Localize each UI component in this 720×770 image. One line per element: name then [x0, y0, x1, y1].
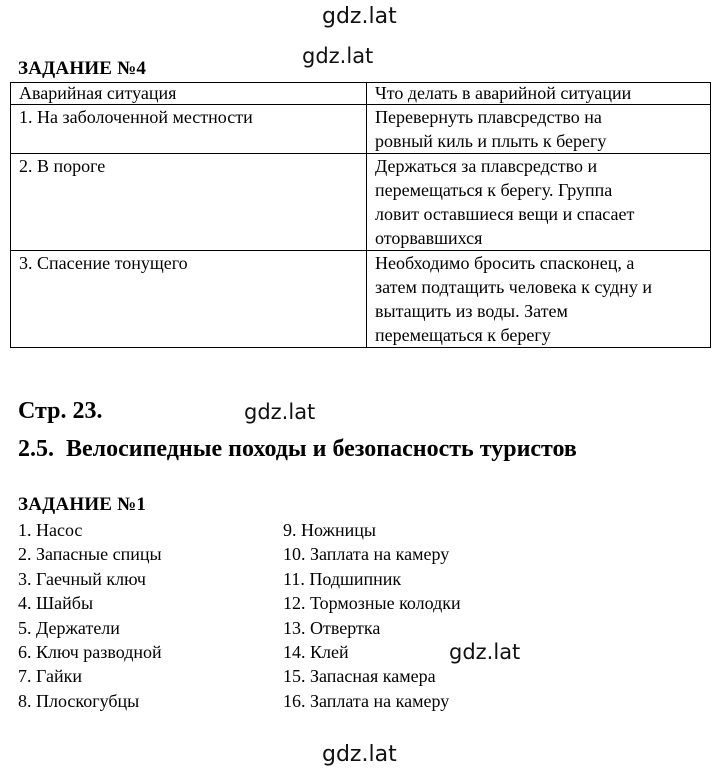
list-item: 8. Плоскогубцы	[18, 690, 140, 711]
task-4-heading: ЗАДАНИЕ №4	[18, 58, 147, 79]
action-line: перемещаться к берегу. Группа	[375, 180, 613, 200]
column-header: Аварийная ситуация	[11, 83, 367, 105]
action-line: Держаться за плавсредство и	[375, 156, 598, 176]
equipment-list-right	[283, 518, 461, 713]
equipment-list-left	[18, 518, 162, 713]
section-title-text: Велосипедные походы и безопасность туристов	[66, 436, 577, 462]
section-title	[18, 436, 577, 463]
table-row	[11, 105, 711, 154]
column-header: Что делать в аварийной ситуации	[367, 83, 711, 105]
action-line: затем подтащить человека к судну и	[375, 277, 652, 297]
action-line: ловит оставшиеся вещи и спасает	[375, 204, 635, 224]
watermark: gdz.lat	[322, 742, 397, 767]
situation-cell: 3. Спасение тонущего	[11, 251, 367, 348]
action-line: вытащить из воды. Затем	[375, 301, 568, 321]
action-line: ровный киль и плыть к берегу	[375, 131, 607, 151]
action-line: оторвавшихся	[375, 228, 483, 248]
list-item: 3. Гаечный ключ	[18, 568, 146, 589]
situation-cell: 1. На заболоченной местности	[11, 105, 367, 154]
list-item: 16. Заплата на камеру	[283, 690, 450, 711]
list-item: 11. Подшипник	[283, 568, 402, 589]
emergency-table	[10, 82, 711, 348]
list-item: 13. Отвертка	[283, 617, 381, 638]
action-cell	[367, 105, 711, 154]
section-number: 2.5.	[18, 436, 54, 462]
list-item: 7. Гайки	[18, 666, 82, 687]
page-reference: Стр. 23.	[18, 398, 103, 424]
action-line: Перевернуть плавсредство на	[375, 107, 602, 127]
list-item: 5. Держатели	[18, 617, 120, 638]
situation-cell: 2. В пороге	[11, 154, 367, 251]
watermark: gdz.lat	[322, 4, 397, 29]
list-item: 6. Ключ разводной	[18, 642, 162, 663]
list-item: 10. Заплата на камеру	[283, 544, 450, 565]
list-item: 1. Насос	[18, 520, 83, 540]
table-row	[11, 154, 711, 251]
list-item: 15. Запасная камера	[283, 666, 436, 687]
watermark: gdz.lat	[244, 400, 316, 424]
watermark: gdz.lat	[449, 640, 521, 664]
list-item: 4. Шайбы	[18, 593, 94, 614]
action-line: перемещаться к берегу	[375, 325, 551, 345]
list-item: 9. Ножницы	[283, 520, 376, 540]
list-item: 12. Тормозные колодки	[283, 593, 461, 614]
watermark: gdz.lat	[302, 44, 374, 68]
task-1-heading: ЗАДАНИЕ №1	[18, 494, 147, 515]
list-item: 2. Запасные спицы	[18, 544, 162, 565]
table-header-row	[11, 83, 711, 105]
list-item: 14. Клей	[283, 642, 349, 663]
action-cell	[367, 154, 711, 251]
action-cell	[367, 251, 711, 348]
action-line: Необходимо бросить спасконец, а	[375, 253, 635, 273]
table-row	[11, 251, 711, 348]
